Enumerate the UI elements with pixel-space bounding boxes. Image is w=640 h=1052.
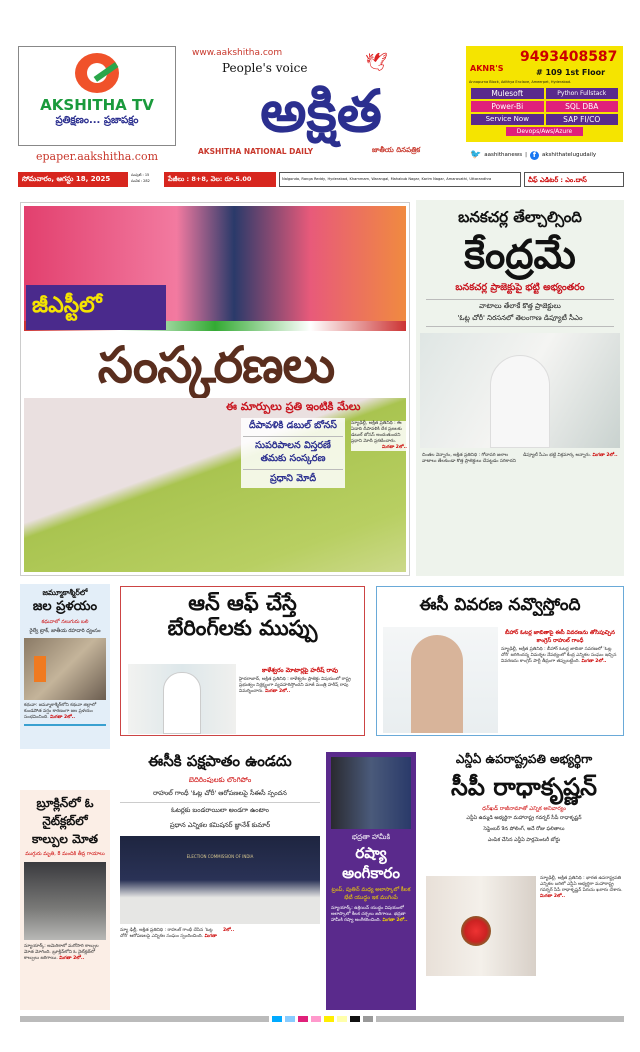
print-color-bar (20, 1016, 624, 1022)
vp-photo (426, 876, 536, 976)
vp-sub: ధన్‌ఖడ్ రాజీనామాతో ఎన్నిక అనివార్యం (482, 806, 566, 812)
harish-story[interactable] (120, 586, 365, 736)
vp-kicker: ఎన్డీఏ ఉపరాష్ట్రపతి అభ్యర్థిగా (455, 752, 593, 766)
twitter-icon[interactable]: 🐦 (470, 150, 482, 160)
vp-body: న్యూఢిల్లీ, అక్షిత ప్రతినిధి : భారత ఉపరాష్ట్రపతి ఎన్నికల బరిలో ఎన్డీఏ అభ్యర్థిగా మహారాష్ట్ర గవర్నర్ సీపీ రాధాకృష్ణన్ పేరును ఖరారు చేశారు. (540, 876, 623, 893)
national-daily: AKSHITHA NATIONAL DAILY (198, 147, 314, 156)
lead-map-photo (24, 398, 406, 572)
brooklyn-photo (24, 862, 106, 940)
peoples-voice: People's voice (222, 61, 308, 75)
russia-sub: ట్రంప్, పుతిన్ మధ్య అలాస్కాలో కీలక భేటీ యుద్ధం ఇక ముగింపే (331, 887, 411, 901)
brooklyn-story[interactable] (20, 790, 110, 1010)
brooklyn-headline: బ్రూక్లిన్‌లో ఓ నైట్‌క్లబ్‌లో కాల్పుల మోత (32, 796, 98, 846)
ad-course: Power-Bi (471, 101, 544, 112)
pages-price: పేజీలు : 8+8, వెల: రూ.5.00 (164, 172, 276, 187)
tv-logo-name: AKSHITHA TV (40, 96, 154, 114)
lead-story[interactable] (20, 202, 410, 576)
harish-headline-2: బేరింగ్‌లకు ముప్పు (167, 616, 318, 640)
rahul-story[interactable] (376, 586, 624, 736)
editions: Nalgonda, Ranga Reddy, Hyderabad, Khammam, Warangal, Mahabub Nagar, Karim Nagar, Amaravathi, Uttarandhra (279, 172, 521, 187)
lead-subhead: ఈ మార్పులు ప్రతి ఇంటికి మేలు (226, 400, 361, 413)
facebook-icon[interactable]: f (530, 151, 539, 160)
volume: సంపుటి : 15 (131, 173, 150, 177)
right-lead-story[interactable] (416, 200, 624, 576)
russia-body: న్యూయార్క్: ఉక్రెయిన్ యుద్ధం విషయంలో అలాస్కాలో కీలక చర్చలు జరిగాయి. భద్రతా హామీకి రష్యా అంగీకరించింది. (331, 906, 406, 923)
brooklyn-more-link[interactable]: మిగతా 2లో.. (59, 956, 85, 961)
telugu-daily: జాతీయ దినపత్రిక (372, 146, 421, 154)
tv-tagline: ప్రతిక్షణం... ప్రజాపక్షం (55, 115, 139, 126)
brooklyn-sub: ముగ్గురు మృతి, 8 మందికి తీవ్ర గాయాలు (25, 851, 105, 857)
ad-course: Mulesoft (471, 88, 544, 99)
ec-more-link[interactable]: మిగతా 2లో.. (204, 928, 235, 939)
right-lead-subhead: బనకచర్ల ప్రాజెక్టుపై భట్టి అభ్యంతరం (455, 282, 585, 293)
brooklyn-body: న్యూయార్క్: అమెరికాలో మరోసారి కాల్పుల మోత మోగింది. బ్రూక్లిన్‌లోని ఓ నైట్‌క్లబ్‌లో కాల్పులు జరిగాయి. (24, 944, 99, 961)
jk-body: కథువా: జమ్మూకాశ్మీర్‌లోని కథువా జిల్లాలో కుండపోత వర్షం కారణంగా జల ప్రళయం సంభవించింది. (24, 703, 97, 720)
ec-photo (120, 836, 320, 924)
lead-point: ప్రధాని మోదీ (269, 473, 317, 484)
jk-sub: రైల్వే ట్రాక్, జాతీయ రహదారి ధ్వంసం (29, 628, 101, 634)
harish-photo (128, 664, 236, 734)
bird-icon: 🕊 (365, 52, 388, 73)
lead-kicker: జీఎస్టీలో (26, 285, 166, 330)
date-bar (18, 172, 624, 187)
vp-point: ఎంపిక చేసిన ఎన్డీఏ పార్లమెంటరీ బోర్డు (487, 837, 561, 843)
chief-editor: చీఫ్ ఎడిటర్ : ఎం.దాస్ (524, 172, 624, 187)
russia-story[interactable] (326, 752, 416, 1010)
lead-point: దీపావళికి డబుల్ బోనస్ (243, 420, 343, 437)
masthead: అక్షిత (260, 77, 382, 145)
vp-point: ఎన్డీఏ ఉమ్మడి అభ్యర్థిగా మహారాష్ట్ర గవర్నర్ సీపీ రాధాకృష్ణన్ (466, 815, 582, 821)
ec-point: ప్రధాన ఎన్నికల కమిషనర్ జ్ఞానేశ్ కుమార్ (169, 821, 271, 829)
right-lead-headline: కేంద్రమే (464, 232, 576, 278)
issue-number: సంచిక : 282 (131, 179, 150, 183)
right-lead-body: చింతల వెన్నారం, అక్షిత ప్రతినిధి : గోదావరి జలాల వాటాలు తేలకుండా కొత్త ప్రాజెక్టులు చేపట్టడం సరికాదని డిప్యూటీ సీఎం భట్టి విక్రమార్క అన్నారు. (422, 453, 592, 464)
right-lead-more-link[interactable]: మిగతా 2లో.. (592, 453, 618, 458)
harish-sub: కాళేశ్వరం మోటార్లపై హరీష్ రావు (262, 667, 338, 674)
ad-course: Python Fullstack (546, 88, 619, 99)
ad-brand: AKNR'S (470, 64, 504, 73)
ec-story[interactable] (120, 752, 320, 1010)
jk-photo (24, 638, 106, 700)
jk-flood-story[interactable] (20, 584, 110, 749)
vp-headline: సీపీ రాధాకృష్ణన్ (451, 773, 597, 801)
ad-course: SQL DBA (546, 101, 619, 112)
right-lead-point: వాటాలు తేలాకే కొత్త ప్రాజెక్టులు (426, 299, 614, 312)
epaper-link[interactable]: epaper.aakshitha.com (35, 150, 158, 163)
ec-headline: ఈసీకి పక్షపాతం ఉండదు (148, 752, 292, 770)
tv-logo-box (18, 46, 176, 146)
lead-body: న్యూఢిల్లీ, అక్షిత ప్రతినిధి : ఈ ఏడాది దీపావళికి దేశ ప్రజలకు డబుల్ బోనస్ అందుతుందని ప్రధాని మోదీ ప్రకటించారు. (351, 421, 402, 444)
lead-point: సుపరిపాలన విస్తరణే తమకు సంస్కరణ (243, 437, 343, 470)
twitter-handle[interactable]: aashithanews (484, 152, 523, 158)
rahul-body: న్యూఢిల్లీ, అక్షిత ప్రతినిధి : బీహార్ ఓటర్ల జాబితా సవరణలో 'ఓట్ల చోరీ' జరిగిందన్న విమర్శల నేపథ్యంలో కేంద్ర ఎన్నికల సంఘం ఇచ్చిన వివరణను కాంగ్రెస్ పార్టీ తీవ్రంగా తప్పుబట్టింది. (501, 647, 617, 664)
vp-story[interactable] (424, 752, 624, 1010)
russia-more-link[interactable]: మిగతా 2లో.. (382, 918, 408, 923)
facebook-handle[interactable]: akshithatelugudaily (541, 152, 597, 158)
ad-course: Service Now (471, 114, 544, 125)
jk-more-link[interactable]: మిగతా 2లో.. (50, 715, 76, 720)
vp-point: సెప్టెంబర్ 9న పోలింగ్, అదే రోజు ఫలితాలు (483, 826, 565, 832)
ad-phone: 9493408587 (520, 49, 618, 65)
ad-address-2: Annapurna Block, Adithya Enclave, Ameerpet, Hyderabad. (469, 80, 572, 84)
russia-kicker: భద్రతా హామీకి (351, 833, 391, 841)
ad-course: Devops/Aws/Azure (506, 127, 583, 136)
social-row: 🐦 aashithanews | f akshithatelugudaily (470, 150, 597, 160)
harish-headline: ఆన్ ఆఫ్ చేస్తే (188, 591, 297, 615)
lead-headline: సంస్కరణలు (97, 336, 335, 394)
ec-point: రాహుల్ గాంధీ 'ఓట్ల చోరీ' ఆరోపణలపై సీఈసీ స్పందన (120, 786, 320, 803)
ad-address: # 109 1st Floor (536, 68, 606, 77)
jk-kicker: జమ్మూకాశ్మీర్‌లో (42, 588, 88, 597)
rahul-sub: బీహార్ ఓటర్ల జాబితాపై ఈసీ వివరణను తోసిపుచ్చిన కాంగ్రెస్ రాహుల్ గాంధీ (505, 630, 615, 644)
issue-date: సోమవారం, ఆగస్టు 18, 2025 (18, 172, 128, 187)
jk-headline: జల ప్రళయం (32, 599, 98, 614)
right-lead-photo (420, 333, 620, 448)
rahul-more-link[interactable]: మిగతా 2లో.. (581, 659, 607, 664)
website-link[interactable]: www.aakshitha.com (192, 48, 283, 58)
right-lead-kicker: బనకచర్ల తేల్చాల్సింది (458, 208, 582, 226)
ec-point: ఓటర్లకు బండరాయిలా అండగా ఉంటాం (171, 806, 269, 814)
tv-logo-icon (75, 53, 119, 93)
jk-sub: కథువాలో నలుగురు బలి (41, 619, 89, 625)
ec-banner: ELECTION COMMISSION OF INDIA (186, 854, 254, 859)
ec-sub: బెదిరింపులకు లొంగిపోం (188, 776, 252, 784)
russia-headline: రష్యా అంగీకారం (342, 844, 400, 882)
vp-more-link[interactable]: మిగతా 2లో.. (540, 894, 566, 899)
harish-more-link[interactable]: మిగతా 2లో.. (265, 689, 291, 694)
ad-course: SAP FI/CO (546, 114, 619, 125)
lead-more-link[interactable]: మిగతా 2లో.. (381, 445, 407, 450)
rahul-headline: ఈసీ వివరణ నవ్వొస్తోంది (419, 595, 581, 615)
right-lead-point: 'ఓట్ల చోరీ' నిరసనలో తెలంగాణ డిప్యూటీ సీఎం (426, 312, 614, 327)
trump-putin-photo (331, 757, 411, 829)
ec-body: న్యూ ఢిల్లీ, అక్షిత ప్రతినిధి : రాహుల్ గాంధీ చేసిన 'ఓట్ల చోరీ' ఆరోపణలపై ఎన్నికల సంఘం స్పందించింది. (120, 928, 213, 939)
rahul-photo (383, 627, 498, 733)
harish-body: హైదరాబాద్, అక్షిత ప్రతినిధి : కాళేశ్వరం ప్రాజెక్టు విషయంలో రాష్ట్ర ప్రభుత్వం నిర్లక్ష్యంగా వ్యవహరిస్తోందని మాజీ మంత్రి హరీష్ రావు విమర్శించారు. (239, 677, 351, 694)
ad-banner[interactable] (466, 46, 623, 142)
